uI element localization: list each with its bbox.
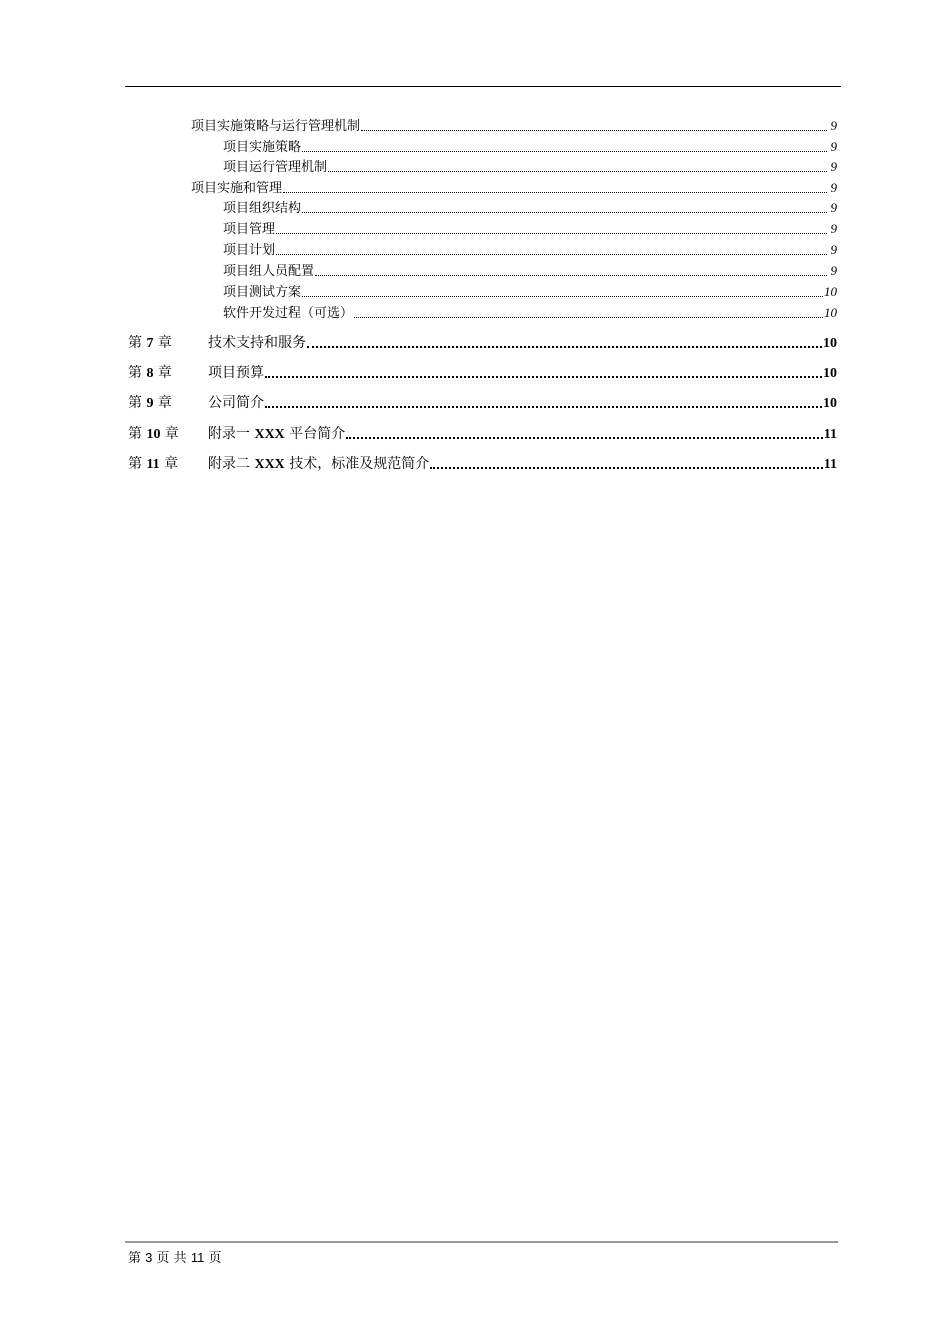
toc-entry-page: 10 bbox=[824, 284, 837, 299]
chapter-label bbox=[128, 333, 208, 354]
toc-entry-page: 10 bbox=[824, 305, 837, 320]
toc-entry-title: 项目计划 bbox=[223, 243, 276, 258]
toc-entry-title: 项目实施策略与运行管理机制 bbox=[191, 119, 361, 134]
chapter-title-text: 项目预算 bbox=[208, 365, 264, 381]
chapter-title bbox=[208, 424, 345, 445]
toc-leader-dots bbox=[302, 296, 823, 297]
chapter-title bbox=[208, 333, 306, 354]
header-rule bbox=[125, 86, 841, 87]
toc-entry[interactable] bbox=[223, 138, 837, 156]
chapter-title-bold: XXX bbox=[254, 457, 285, 472]
toc-entry-page: 9 bbox=[830, 263, 837, 278]
toc-entry[interactable] bbox=[223, 241, 837, 259]
chapter-suffix: 章 bbox=[157, 395, 172, 411]
toc-leader-dots bbox=[307, 346, 822, 348]
chapter-title-text: 公司简介 bbox=[208, 395, 264, 411]
toc-leader-dots bbox=[361, 130, 827, 131]
footer-middle: 页 共 bbox=[156, 1251, 187, 1266]
chapter-page: 10 bbox=[823, 396, 837, 411]
chapter-title bbox=[208, 454, 429, 475]
toc-entry-page: 9 bbox=[830, 200, 837, 215]
toc-entry-title: 项目运行管理机制 bbox=[223, 160, 328, 175]
chapter-suffix: 章 bbox=[157, 335, 172, 351]
chapter-title-text: 附录一 bbox=[208, 426, 255, 442]
toc-leader-dots bbox=[265, 376, 822, 378]
toc-leader-dots bbox=[302, 151, 827, 152]
chapter-title-bold: XXX bbox=[254, 427, 285, 442]
chapter-number: 9 bbox=[146, 396, 154, 411]
toc-leader-dots bbox=[276, 254, 827, 255]
toc-entry-page: 9 bbox=[830, 118, 837, 133]
toc-entry-title: 项目组织结构 bbox=[223, 201, 302, 216]
chapter-title-text: 技术支持和服务 bbox=[208, 335, 306, 351]
footer-total-pages: 11 bbox=[190, 1250, 205, 1265]
toc-leader-dots bbox=[283, 192, 827, 193]
chapter-suffix: 章 bbox=[164, 456, 179, 472]
footer-rule bbox=[125, 1241, 838, 1243]
chapter-title-text: 附录二 bbox=[208, 456, 255, 472]
chapter-label bbox=[128, 393, 208, 414]
footer-current-page: 3 bbox=[145, 1250, 153, 1265]
chapter-label bbox=[128, 363, 208, 384]
chapter-title bbox=[208, 393, 264, 414]
chapter-prefix: 第 bbox=[128, 335, 142, 351]
toc-entry[interactable] bbox=[223, 199, 837, 217]
chapter-suffix: 章 bbox=[164, 426, 179, 442]
chapter-label bbox=[128, 424, 208, 445]
toc-chapter[interactable] bbox=[128, 424, 837, 444]
toc-leader-dots bbox=[328, 171, 827, 172]
toc-leader-dots bbox=[276, 233, 827, 234]
chapter-number: 8 bbox=[146, 366, 154, 381]
toc-chapter[interactable] bbox=[128, 393, 837, 413]
toc-entry[interactable] bbox=[223, 262, 837, 280]
toc-entry-title: 项目组人员配置 bbox=[223, 264, 315, 279]
chapter-prefix: 第 bbox=[128, 365, 142, 381]
footer-prefix: 第 bbox=[128, 1251, 142, 1266]
toc-chapter[interactable] bbox=[128, 333, 837, 353]
toc-entry-page: 9 bbox=[830, 159, 837, 174]
chapter-prefix: 第 bbox=[128, 426, 142, 442]
footer-suffix: 页 bbox=[208, 1251, 222, 1266]
toc-leader-dots bbox=[354, 317, 823, 318]
toc-entry-title: 项目管理 bbox=[223, 222, 276, 237]
toc-entry-title: 项目实施策略 bbox=[223, 140, 302, 155]
chapter-page: 10 bbox=[823, 366, 837, 381]
toc-entry[interactable] bbox=[223, 283, 837, 301]
chapter-prefix: 第 bbox=[128, 456, 142, 472]
chapter-page: 11 bbox=[823, 427, 837, 442]
toc-leader-dots bbox=[346, 437, 823, 439]
toc-leader-dots bbox=[315, 275, 827, 276]
toc-entry-title: 软件开发过程（可选） bbox=[223, 306, 354, 321]
chapter-number: 11 bbox=[146, 457, 160, 472]
chapter-page: 11 bbox=[823, 457, 837, 472]
chapter-prefix: 第 bbox=[128, 395, 142, 411]
toc-entry-title: 项目实施和管理 bbox=[191, 181, 283, 196]
toc-entry[interactable] bbox=[223, 220, 837, 238]
page-footer bbox=[128, 1249, 221, 1268]
toc-entry[interactable] bbox=[223, 158, 837, 176]
chapter-number: 7 bbox=[146, 336, 154, 351]
toc-entry-page: 9 bbox=[830, 180, 837, 195]
chapter-suffix: 章 bbox=[157, 365, 172, 381]
toc-entry[interactable] bbox=[191, 179, 837, 197]
toc-entry-page: 9 bbox=[830, 242, 837, 257]
chapter-title bbox=[208, 363, 264, 384]
toc-entry-page: 9 bbox=[830, 221, 837, 236]
toc-entry-title: 项目测试方案 bbox=[223, 285, 302, 300]
chapter-label bbox=[128, 454, 208, 475]
chapter-number: 10 bbox=[146, 427, 161, 442]
chapter-title-rest: 平台简介 bbox=[289, 426, 346, 442]
toc-leader-dots bbox=[265, 406, 822, 408]
toc-chapter[interactable] bbox=[128, 454, 837, 474]
chapter-title-rest: 技术，标准及规范简介 bbox=[289, 456, 430, 472]
toc-leader-dots bbox=[302, 212, 827, 213]
toc-entry[interactable] bbox=[191, 117, 837, 135]
toc-entry[interactable] bbox=[223, 304, 837, 322]
toc-leader-dots bbox=[430, 467, 823, 469]
toc-chapter[interactable] bbox=[128, 363, 837, 383]
chapter-page: 10 bbox=[823, 336, 837, 351]
toc-entry-page: 9 bbox=[830, 139, 837, 154]
